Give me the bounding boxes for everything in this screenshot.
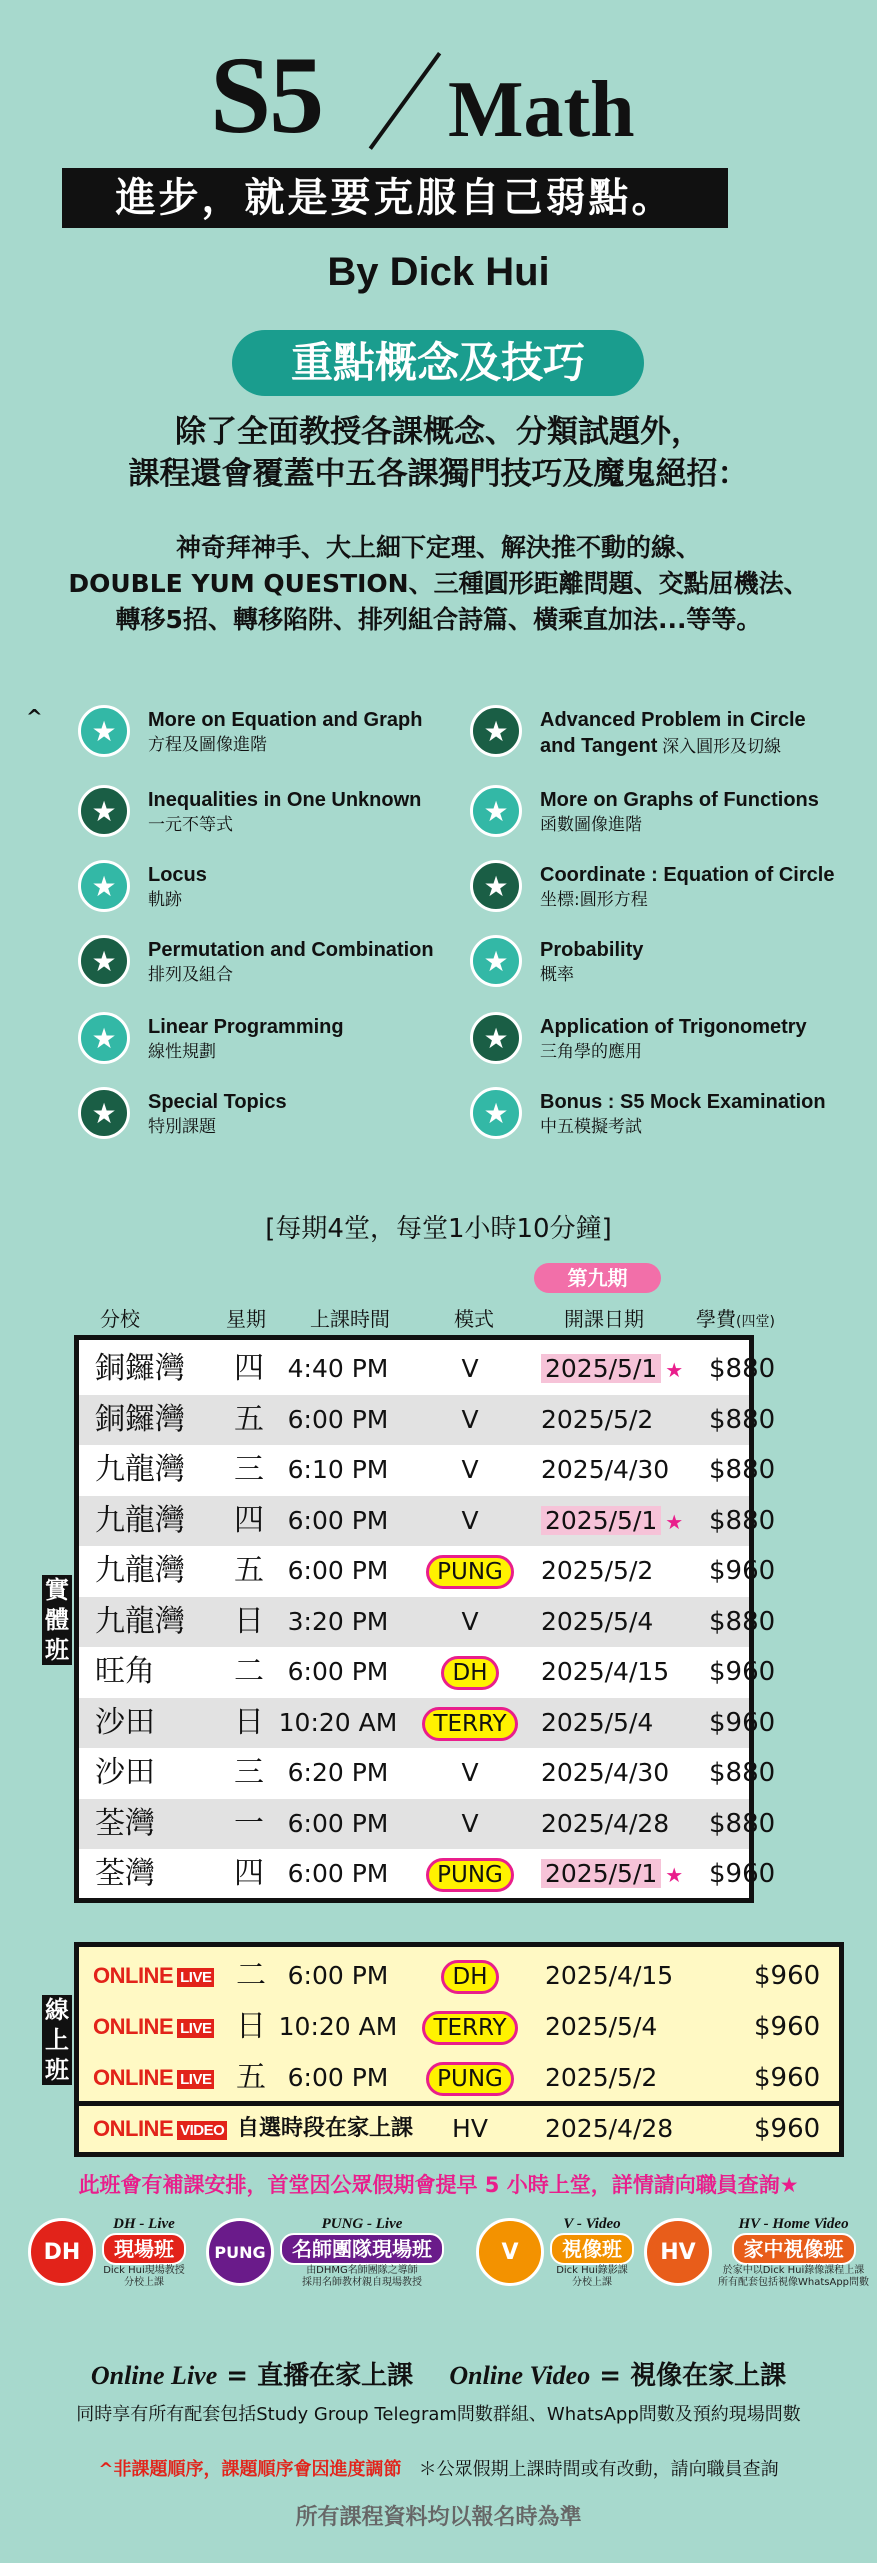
topic-name-en: Special Topics <box>148 1091 287 1113</box>
desc-line-3: 轉移5招、轉移陷阱、排列組合詩篇、橫乘直加法...等等。 <box>115 605 762 634</box>
mode-desc: 分校上課 <box>572 2277 612 2288</box>
topic-item <box>470 1087 826 1139</box>
cell-mode: V <box>461 1808 479 1838</box>
mode-pill: TERRY <box>422 2011 517 2045</box>
topic-text <box>540 785 819 837</box>
cell-fee: $960 <box>709 1556 776 1586</box>
header-mode: 模式 <box>454 1307 494 1331</box>
cell-date <box>541 1395 653 1445</box>
cell-date <box>541 1748 669 1798</box>
byline: By Dick Hui <box>327 250 550 294</box>
cell-day: 五 <box>234 1553 264 1588</box>
mode-desc: 於家中以Dick Hui錄像課程上課 <box>722 2265 865 2276</box>
online-label-char: 班 <box>45 2056 69 2084</box>
star-icon: ★ <box>470 860 522 912</box>
cell-fee: $960 <box>709 1859 776 1889</box>
header-day: 星期 <box>226 1307 266 1331</box>
topic-name-zh: 線性規劃 <box>148 1042 216 1062</box>
topic-name-en: Locus <box>148 864 207 886</box>
cell-mode: V <box>461 1404 479 1434</box>
star-icon: ★ <box>78 785 130 837</box>
intro-line-2: 課程還會覆蓋中五各課獨門技巧及魔鬼絕招： <box>128 456 749 492</box>
header-time: 上課時間 <box>310 1307 390 1331</box>
mode-pill: PUNG <box>426 2062 514 2096</box>
cell-date <box>541 1597 653 1647</box>
new-star-icon: ★ <box>665 1358 684 1382</box>
cell-mode: V <box>461 1606 479 1636</box>
cell-branch: 九龍灣 <box>95 1603 185 1639</box>
star-icon: ★ <box>78 705 130 757</box>
cell-mode: V <box>461 1758 479 1787</box>
cell-mode <box>421 1546 519 1596</box>
table-row <box>79 1799 776 1849</box>
cell-day: 五 <box>234 1401 264 1437</box>
topic-name-en: Advanced Problem in Circle <box>540 709 806 731</box>
topic-item <box>78 1012 344 1064</box>
topic-name-zh: 中五模擬考試 <box>540 1117 642 1137</box>
topic-item <box>470 705 806 760</box>
cell-date: 2025/5/4 <box>545 2012 658 2041</box>
mode-pill: TERRY <box>422 1707 517 1741</box>
cell-branch: 九龍灣 <box>95 1452 185 1487</box>
cell-time: 6:00 PM <box>287 1859 389 1888</box>
mode-info <box>102 2215 186 2289</box>
mode-icon: DH <box>28 2218 96 2286</box>
video-mode: HV <box>452 2114 488 2143</box>
cell-date <box>541 1344 683 1394</box>
cell-day: 四 <box>234 1351 264 1386</box>
cell-time: 4:40 PM <box>287 1354 389 1383</box>
mode-pill: DH <box>441 1656 498 1690</box>
video-fee: $960 <box>754 2114 821 2144</box>
legend-sub: 同時享有所有配套包括Study Group Telegram問數群組、WhatsApp問數及預約現場問數 <box>76 2404 801 2425</box>
cell-time: 6:10 PM <box>287 1455 389 1484</box>
intro-line-1: 除了全面教授各課概念、分類試題外， <box>175 414 702 450</box>
topic-name-zh: 深入圓形及切線 <box>657 737 782 756</box>
cell-branch: 銅鑼灣 <box>95 1401 185 1437</box>
final-note: 所有課程資料均以報名時為準 <box>295 2505 582 2530</box>
header-fee-note: (四堂) <box>736 1314 775 1330</box>
star-icon: ★ <box>470 1012 522 1064</box>
holiday-note: ＊公眾假期上課時間或有改動，請向職員查詢 <box>418 2459 779 2480</box>
topic-name-zh: 函數圖像進階 <box>540 815 642 835</box>
topic-name-en: More on Equation and Graph <box>148 709 423 731</box>
cell-fee: $880 <box>709 1758 776 1788</box>
online-table <box>74 1942 844 2108</box>
subject-title: Math <box>448 66 635 154</box>
star-icon: ★ <box>78 935 130 987</box>
topic-name-zh: 方程及圖像進階 <box>148 735 267 755</box>
topic-text <box>148 1012 344 1064</box>
cell-mode <box>421 1698 519 1748</box>
header-branch: 分校 <box>100 1307 140 1331</box>
cell-time: 6:20 PM <box>287 1758 389 1787</box>
cell-mode: V <box>461 1505 479 1535</box>
cell-fee: $880 <box>709 1404 776 1435</box>
cell-day: 四 <box>234 1502 264 1538</box>
cell-date <box>541 1496 683 1546</box>
topic-name-en: Inequalities in One Unknown <box>148 789 422 811</box>
cell-fee: $960 <box>709 1657 776 1687</box>
date-text: 2025/5/2 <box>541 1404 654 1434</box>
cell-day: 三 <box>234 1452 264 1487</box>
mode-desc: 分校上課 <box>124 2277 164 2288</box>
date-text: 2025/5/4 <box>541 1707 654 1737</box>
cell-date <box>541 1647 669 1697</box>
topic-text <box>540 860 834 912</box>
date-text: 2025/5/2 <box>541 1556 654 1585</box>
cell-time: 6:00 PM <box>287 2063 389 2092</box>
cell-branch: 沙田 <box>95 1704 155 1740</box>
video-date: 2025/4/28 <box>545 2114 674 2143</box>
mode-icon: V <box>476 2218 544 2286</box>
topic-item <box>78 860 207 912</box>
topic-text <box>540 1012 807 1064</box>
cell-fee: $960 <box>754 2063 821 2093</box>
new-star-icon: ★ <box>665 1509 684 1534</box>
cell-time: 10:20 AM <box>278 1707 398 1737</box>
mode-info <box>550 2215 634 2289</box>
star-icon: ★ <box>78 860 130 912</box>
cell-time: 6:00 PM <box>287 1404 389 1434</box>
cell-mode <box>421 1951 519 2001</box>
course-title: S5 <box>210 34 323 156</box>
cell-fee: $880 <box>709 1354 776 1384</box>
topic-name-en-line2 <box>540 733 806 760</box>
topic-text <box>148 705 422 757</box>
topic-name-zh: 一元不等式 <box>148 815 233 835</box>
live-tag-sub: LIVE <box>177 2070 214 2089</box>
mode-name: 家中視像班 <box>732 2233 856 2265</box>
live-tag-main: ONLINE <box>93 2014 174 2039</box>
cell-mode <box>421 1647 519 1697</box>
video-desc: 自選時段在家上課 <box>237 2116 414 2141</box>
topic-name-en: Permutation and Combination <box>148 939 434 961</box>
mode-info <box>280 2215 444 2289</box>
mode-name: 現場班 <box>102 2233 186 2265</box>
mode-pill: DH <box>441 1960 498 1994</box>
cell-date <box>541 1799 669 1849</box>
topic-item <box>470 935 643 987</box>
slogan: 進步，就是要克服自己弱點。 <box>62 168 728 228</box>
cell-time: 6:00 PM <box>287 1657 389 1686</box>
cell-day: 日 <box>234 1603 264 1639</box>
online-label-char: 上 <box>45 2026 69 2054</box>
cell-date <box>541 1849 683 1899</box>
mode-desc: 所有配套包括視像WhatsApp問數 <box>718 2277 870 2288</box>
star-icon: ★ <box>470 705 522 757</box>
legend-video-zh: = 視像在家上課 <box>590 2361 787 2391</box>
table-row <box>79 1849 776 1899</box>
video-tag-main: ONLINE <box>93 2116 174 2141</box>
mode-pill: PUNG <box>426 1858 514 1892</box>
cell-fee: $960 <box>709 1707 776 1738</box>
mode-sub: V - Video <box>563 2216 621 2232</box>
mode-pill: PUNG <box>426 1555 514 1589</box>
mode-card <box>28 2215 186 2289</box>
topic-text <box>148 860 207 912</box>
cell-mode <box>421 2002 519 2052</box>
date-text: 2025/4/30 <box>541 1758 670 1787</box>
table-row <box>79 1647 776 1697</box>
mode-name: 名師團隊現場班 <box>280 2233 444 2265</box>
topic-item <box>78 935 434 987</box>
table-row <box>79 1748 776 1798</box>
cell-fee: $880 <box>709 1455 776 1485</box>
new-star-icon: ★ <box>665 1863 684 1887</box>
cell-branch: 九龍灣 <box>95 1502 185 1538</box>
topic-name-en: Coordinate : Equation of Circle <box>540 864 835 886</box>
cell-branch: 九龍灣 <box>95 1553 185 1588</box>
topic-item <box>78 785 421 837</box>
cell-time: 6:00 PM <box>287 1808 389 1838</box>
cell-date: 2025/5/2 <box>545 2063 658 2092</box>
cell-day: 二 <box>236 1958 266 1993</box>
cell-mode <box>421 1849 519 1899</box>
cell-branch: 旺角 <box>95 1654 155 1689</box>
desc-line-1: 神奇拜神手、大上細下定理、解決推不動的線、 <box>175 533 701 562</box>
mode-card <box>476 2215 634 2289</box>
star-icon: ★ <box>470 1087 522 1139</box>
topic-text <box>540 1087 826 1139</box>
topic-text <box>540 935 643 987</box>
table-row <box>79 1597 776 1647</box>
date-text: 2025/4/28 <box>541 1808 670 1838</box>
order-note: ^非課題順序，課題順序會因進度調節 <box>98 2459 402 2480</box>
date-text: 2025/5/1 <box>541 1354 661 1383</box>
topic-name-en: Probability <box>540 939 644 961</box>
star-icon: ★ <box>78 1087 130 1139</box>
cell-fee: $880 <box>709 1606 776 1637</box>
cell-fee: $880 <box>709 1808 776 1839</box>
cell-day: 日 <box>234 1704 264 1740</box>
cell-date <box>541 1698 653 1748</box>
topic-caret: ^ <box>26 705 43 729</box>
live-tag <box>93 1963 214 1989</box>
live-tag-sub: LIVE <box>177 2019 214 2038</box>
footer-notes <box>0 2455 877 2481</box>
mode-card <box>644 2215 869 2289</box>
mode-sub: PUNG - Live <box>321 2216 403 2232</box>
date-text: 2025/4/30 <box>541 1455 670 1484</box>
title-slash <box>378 52 386 162</box>
mode-info <box>718 2215 869 2289</box>
onsite-label-char: 實 <box>45 1576 69 1604</box>
topic-name-zh: 坐標:圓形方程 <box>540 890 648 910</box>
mode-sub: DH - Live <box>113 2216 175 2232</box>
topic-item <box>470 1012 807 1064</box>
topic-name-en: More on Graphs of Functions <box>540 789 819 811</box>
topic-item <box>78 1087 287 1139</box>
cell-branch: 沙田 <box>95 1755 155 1790</box>
online-row <box>79 2053 839 2103</box>
legend-live-zh: = 直播在家上課 <box>217 2361 414 2391</box>
legend-video-en: Online Video <box>449 2361 591 2390</box>
online-label <box>42 1995 72 2085</box>
onsite-label-char: 班 <box>45 1636 69 1664</box>
cell-branch: 荃灣 <box>95 1856 155 1891</box>
mode-icon: PUNG <box>206 2218 274 2286</box>
cell-time: 6:00 PM <box>287 1961 389 1990</box>
cell-branch: 銅鑼灣 <box>95 1351 185 1386</box>
date-text: 2025/5/1 <box>541 1859 661 1888</box>
header-fee <box>696 1303 775 1332</box>
topic-item <box>470 860 834 912</box>
topic-text <box>148 785 421 837</box>
cell-mode <box>421 2053 519 2103</box>
cell-fee: $880 <box>709 1505 776 1536</box>
video-tag <box>93 2116 227 2142</box>
header-date: 開課日期 <box>564 1307 644 1331</box>
mode-icon: HV <box>644 2218 712 2286</box>
table-row <box>79 1546 776 1596</box>
star-icon: ★ <box>470 785 522 837</box>
topic-name-en: Application of Trigonometry <box>540 1016 807 1038</box>
desc-line-2: DOUBLE YUM QUESTION、三種圓形距離問題、交點屈機法、 <box>68 569 809 598</box>
topic-text <box>148 935 434 987</box>
live-tag <box>93 2014 214 2040</box>
mode-card <box>206 2215 444 2289</box>
cell-time: 10:20 AM <box>278 2012 398 2041</box>
topic-name-en: Linear Programming <box>148 1016 344 1038</box>
mode-desc: Dick Hui現場教授 <box>103 2265 185 2276</box>
make-up-remark: 此班會有補課安排，首堂因公眾假期會提早 5 小時上堂，詳情請向職員查詢★ <box>78 2173 799 2197</box>
table-row <box>79 1344 776 1394</box>
table-row <box>79 1445 776 1495</box>
date-text: 2025/4/15 <box>541 1657 670 1686</box>
mode-sub: HV - Home Video <box>738 2216 849 2232</box>
topic-item <box>78 705 422 757</box>
cell-mode: V <box>461 1354 479 1383</box>
topic-name-zh: 排列及組合 <box>148 965 233 985</box>
cell-fee: $960 <box>754 2012 821 2042</box>
online-video-row <box>74 2101 844 2157</box>
online-label-char: 線 <box>45 1996 69 2024</box>
date-text: 2025/5/1 <box>541 1506 661 1535</box>
online-row <box>79 1951 839 2001</box>
cell-time: 6:00 PM <box>287 1556 389 1585</box>
schedule-note: [每期4堂，每堂1小時10分鐘] <box>265 1214 612 1244</box>
topic-name-zh: 概率 <box>540 965 574 985</box>
cell-date <box>541 1546 653 1596</box>
topic-name-zh: 特別課題 <box>148 1117 216 1137</box>
header-fee-label: 學費 <box>696 1307 736 1331</box>
live-tag-main: ONLINE <box>93 1963 174 1988</box>
table-row <box>79 1496 776 1546</box>
date-text: 2025/5/4 <box>541 1606 654 1636</box>
onsite-label <box>42 1575 72 1665</box>
table-row <box>79 1395 776 1445</box>
online-row <box>79 2002 839 2052</box>
topic-text <box>540 705 806 760</box>
table-row <box>79 1698 776 1748</box>
mode-name: 視像班 <box>550 2233 634 2265</box>
topic-name-zh: 三角學的應用 <box>540 1042 642 1062</box>
onsite-label-char: 體 <box>45 1606 69 1634</box>
topic-item <box>470 785 819 837</box>
video-tag-sub: VIDEO <box>177 2121 227 2140</box>
topic-name-en: Bonus : S5 Mock Examination <box>540 1091 826 1113</box>
cell-date: 2025/4/15 <box>545 1961 674 1990</box>
legend-live-en: Online Live <box>90 2361 218 2390</box>
star-icon: ★ <box>78 1012 130 1064</box>
mode-desc: Dick Hui錄影課 <box>556 2265 628 2276</box>
cell-day: 三 <box>234 1755 264 1790</box>
cell-time: 3:20 PM <box>287 1606 389 1636</box>
cell-mode: V <box>461 1455 479 1484</box>
cell-fee: $960 <box>754 1961 821 1991</box>
cell-branch: 荃灣 <box>95 1805 155 1841</box>
live-tag-sub: LIVE <box>177 1968 214 1987</box>
cell-day: 五 <box>236 2060 266 2095</box>
mode-desc: 由DHMG名師團隊之導師 <box>306 2265 418 2276</box>
cell-day: 一 <box>234 1805 264 1841</box>
mode-desc: 採用名師教材親自現場教授 <box>302 2277 422 2288</box>
cell-time: 6:00 PM <box>287 1505 389 1535</box>
live-tag-main: ONLINE <box>93 2065 174 2090</box>
topic-text <box>148 1087 287 1139</box>
focus-badge: 重點概念及技巧 <box>232 330 644 396</box>
topic-name-en-cont: and Tangent <box>540 735 658 757</box>
cell-day: 四 <box>234 1856 264 1891</box>
period-badge: 第九期 <box>534 1263 661 1293</box>
topic-name-zh: 軌跡 <box>148 890 182 910</box>
live-tag <box>93 2065 214 2091</box>
cell-date <box>541 1445 669 1495</box>
onsite-table <box>74 1335 776 1903</box>
cell-day: 日 <box>236 2009 266 2044</box>
online-legend <box>0 2355 877 2392</box>
cell-day: 二 <box>234 1654 264 1689</box>
star-icon: ★ <box>470 935 522 987</box>
